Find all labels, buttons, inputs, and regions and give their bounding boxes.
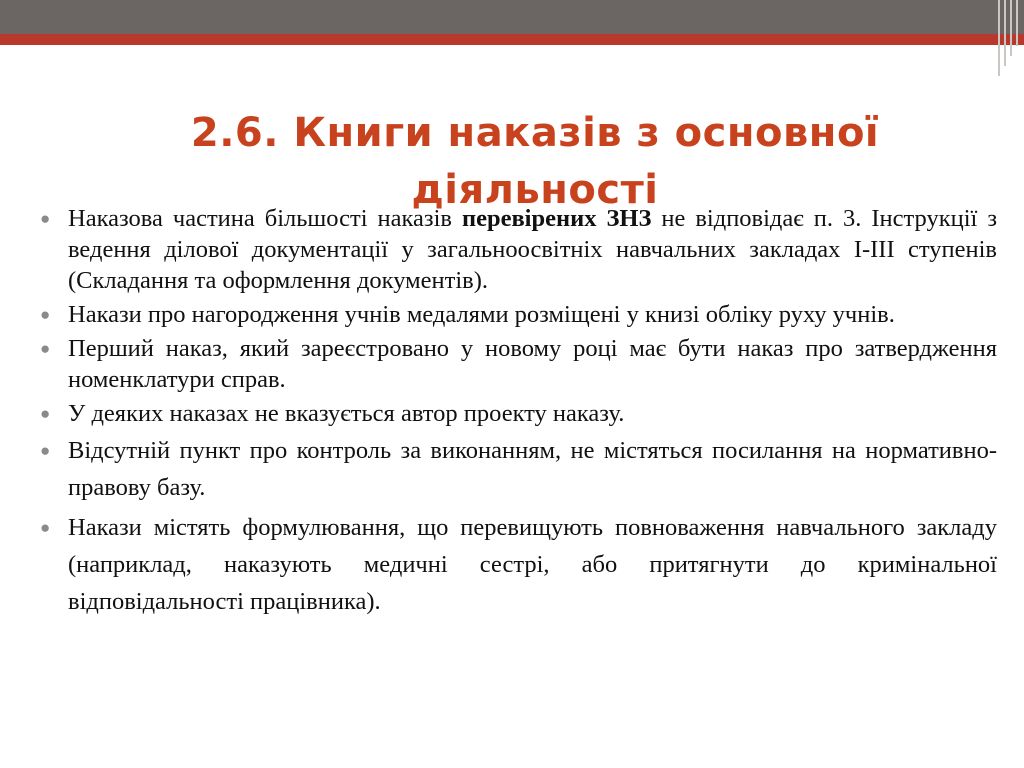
accent-line	[360, 66, 830, 68]
item-text: не відповідає п. 3. Інструкції з ведення ділової документації у загальноосвітніх навчальних закладах І-ІІІ ступенів (Складання та оформлення документів).	[68, 205, 998, 294]
top-decor-bar	[0, 0, 1024, 34]
round-bullet-icon: ●	[40, 518, 51, 537]
item-text: Перший наказ, який зареєстровано у новому році має бути наказ про затвердження номенклатури справ.	[68, 335, 997, 393]
item-text: Накази про нагородження учнів медалями розміщені у книзі обліку руху учнів.	[68, 301, 895, 328]
round-bullet-icon: ●	[40, 209, 51, 228]
item-bold-text: перевірених ЗНЗ	[461, 205, 652, 232]
item-text: Відсутній пункт про контроль за виконанням, не містяться посилання на нормативно-правову базу.	[68, 437, 997, 501]
bullet-list	[40, 203, 997, 623]
right-decor-stripes	[994, 0, 1024, 76]
list-item	[40, 398, 997, 429]
round-bullet-icon: ●	[40, 339, 51, 358]
accent-line	[590, 58, 950, 60]
item-text: Накази містять формулювання, що перевищують повноваження навчального закладу (наприклад, наказують медичні сестрі, або притягнути до кримінальної відповідальності працівника).	[68, 514, 997, 615]
round-bullet-icon: ●	[40, 404, 51, 423]
round-bullet-icon: ●	[40, 441, 51, 460]
round-bullet-icon: ●	[40, 305, 51, 324]
list-item	[40, 203, 997, 296]
list-item	[40, 432, 997, 506]
item-text: У деяких наказах не вказується автор проекту наказу.	[68, 400, 625, 427]
list-item	[40, 509, 997, 620]
list-item	[40, 333, 997, 395]
red-decor-band	[0, 34, 1024, 45]
slide-title: 2.6. Книги наказів з основної діяльності	[190, 109, 880, 213]
item-text: Наказова частина більшості наказів	[68, 205, 462, 232]
list-item	[40, 299, 997, 330]
